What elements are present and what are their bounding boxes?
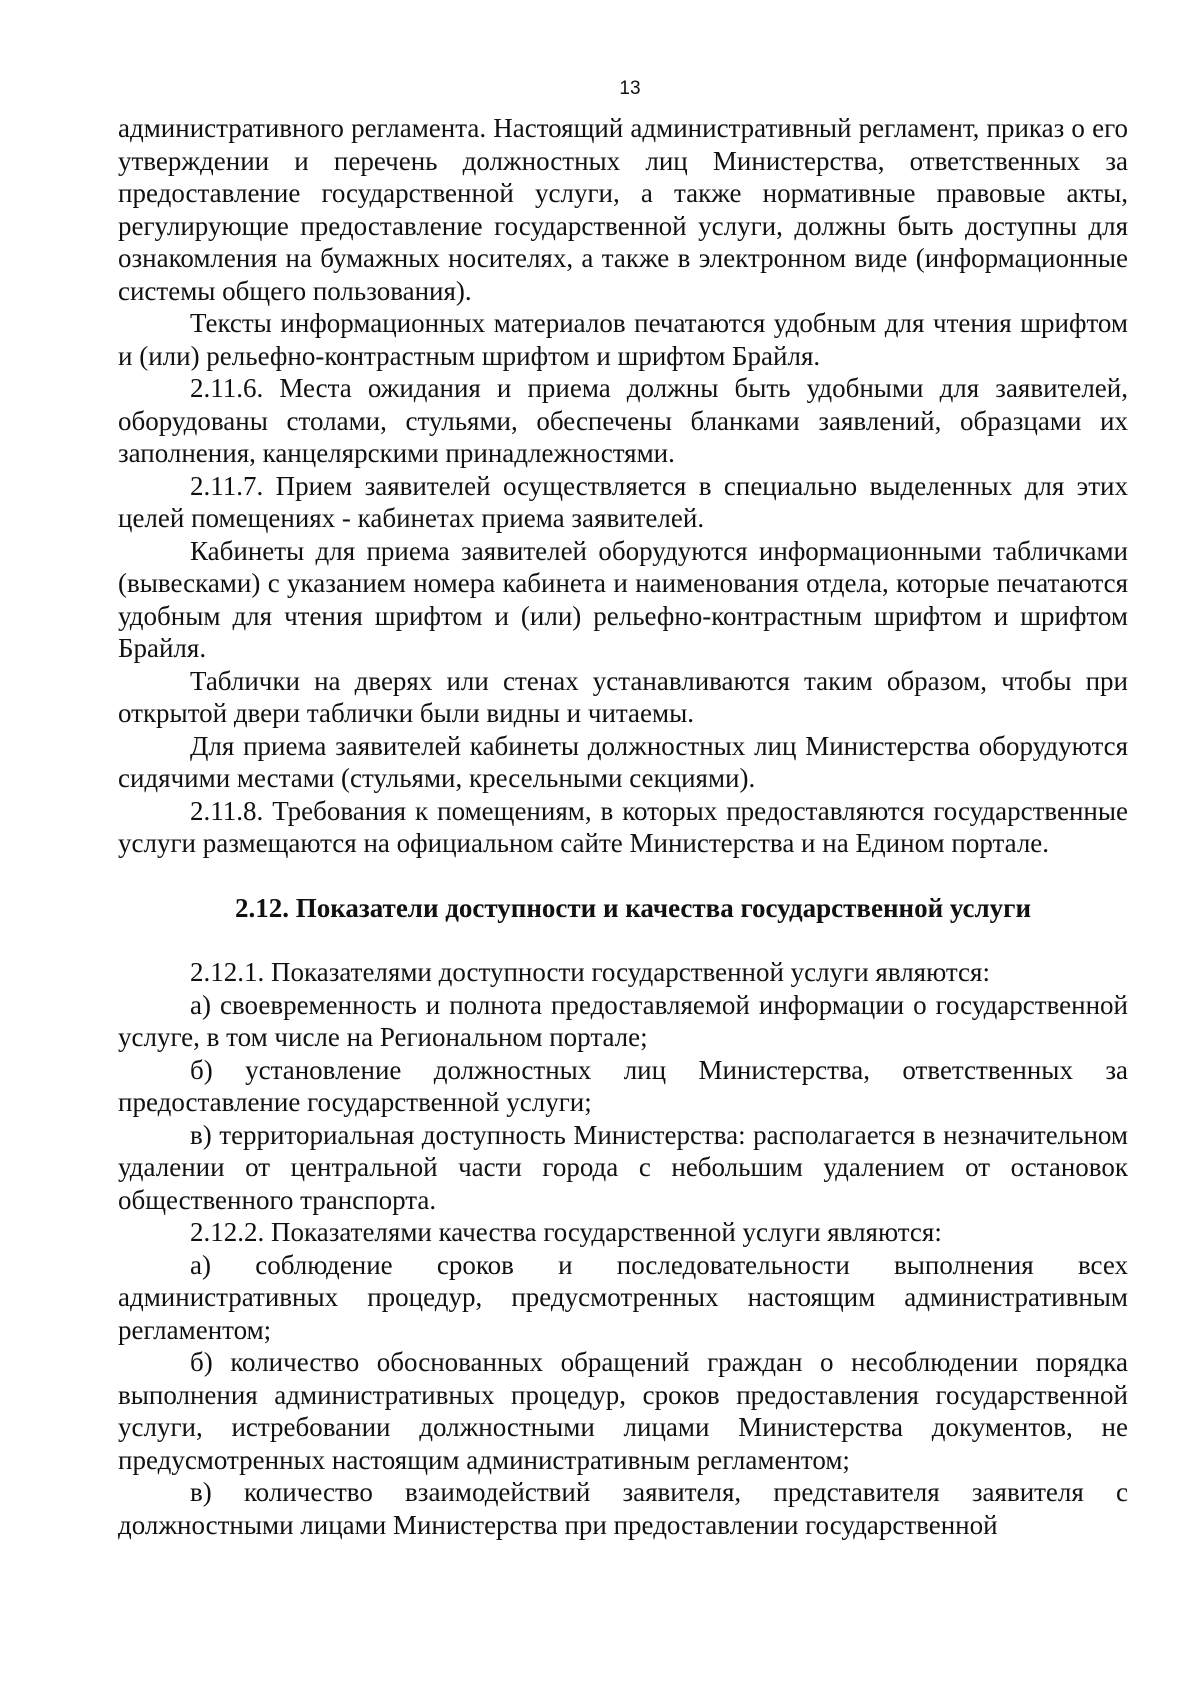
list-item-quality-c: в) количество взаимодействий заявителя, представителя заявителя с должностными лицами Министерства при предоставлении государственной xyxy=(118,1477,1128,1540)
paragraph-2-12-2: 2.12.2. Показателями качества государственной услуги являются: xyxy=(190,1217,942,1247)
page-number: 13 xyxy=(619,78,641,99)
paragraph-2-11-6: 2.11.6. Места ожидания и приема должны быть удобными для заявителей, оборудованы столами, стульями, обеспечены бланками заявлений, образцами их заполнения, канцелярскими принадлежностями. xyxy=(118,373,1128,468)
paragraph-seating: Для приема заявителей кабинеты должностных лиц Министерства оборудуются сидячими местами (стульями, кресельными секциями). xyxy=(118,730,1128,793)
section-heading-2-12: 2.12. Показатели доступности и качества государственной услуги xyxy=(235,892,1031,923)
paragraph-sign-placement: Таблички на дверях или стенах устанавливаются таким образом, чтобы при открытой двери таблички были видны и читаемы. xyxy=(118,665,1128,728)
list-item-quality-a: а) соблюдение сроков и последовательности выполнения всех административных процедур, предусмотренных настоящим административным регламентом; xyxy=(118,1249,1128,1345)
paragraph-cabinet-signs: Кабинеты для приема заявителей оборудуются информационными табличками (вывесками) с указанием номера кабинета и наименования отдела, которые печатаются удобным для чтения шрифтом и (или) рельефно-контрастным шрифтом и шрифтом Брайля. xyxy=(118,535,1128,663)
paragraph-info-materials-font: Тексты информационных материалов печатаются удобным для чтения шрифтом и (или) рельефно-контрастным шрифтом и шрифтом Брайля. xyxy=(118,308,1128,371)
paragraph-2-11-8: 2.11.8. Требования к помещениям, в которых предоставляются государственные услуги размещаются на официальном сайте Министерства и на Едином портале. xyxy=(118,795,1128,858)
list-item-accessibility-a: а) своевременность и полнота предоставляемой информации о государственной услуге, в том числе на Региональном портале; xyxy=(118,989,1128,1052)
list-item-quality-b: б) количество обоснованных обращений граждан о несоблюдении порядка выполнения административных процедур, сроков предоставления государственной услуги, истребовании должностными лицами Министерства документов, не предусмотренных настоящим административным регламентом; xyxy=(118,1347,1128,1475)
list-item-accessibility-c: в) территориальная доступность Министерства: располагается в незначительном удалении от центральной части города с небольшим удалением от остановок общественного транспорта. xyxy=(118,1119,1128,1215)
document-body xyxy=(118,112,1128,1541)
paragraph-2-12-1: 2.12.1. Показателями доступности государственной услуги являются: xyxy=(190,957,990,987)
paragraph-regulation-availability: административного регламента. Настоящий административный регламент, приказ о его утверждении и перечень должностных лиц Министерства, ответственных за предоставление государственной услуги, а также нормативные правовые акты, регулирующие предоставление государственной услуги, должны быть доступны для ознакомления на бумажных носителях, а также в электронном виде (информационные системы общего пользования). xyxy=(118,113,1128,306)
paragraph-2-11-7: 2.11.7. Прием заявителей осуществляется в специально выделенных для этих целей помещениях - кабинетах приема заявителей. xyxy=(118,470,1128,533)
list-item-accessibility-b: б) установление должностных лиц Министерства, ответственных за предоставление государственной услуги; xyxy=(118,1054,1128,1117)
